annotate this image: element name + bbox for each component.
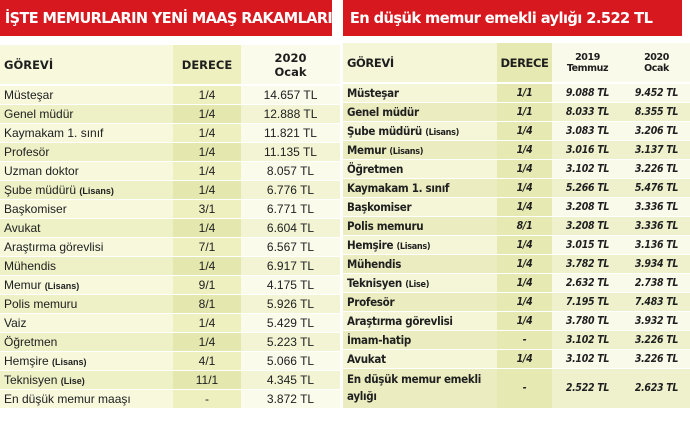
table-row bbox=[343, 349, 690, 368]
salary-cell: 8.057 TL bbox=[241, 161, 340, 180]
pension-2019-cell: 3.102 TL bbox=[552, 349, 623, 368]
role-name: Genel müdür bbox=[4, 106, 74, 121]
pension-2020-cell: 7.483 TL bbox=[623, 292, 690, 311]
role-name: Öğretmen bbox=[347, 161, 404, 176]
rank-cell: 9/1 bbox=[173, 275, 241, 294]
rank-cell: 1/4 bbox=[173, 85, 241, 104]
rank-cell: 1/1 bbox=[497, 83, 552, 102]
rank-cell: 1/4 bbox=[173, 142, 241, 161]
table-row bbox=[343, 83, 690, 102]
education-note: (Lise) bbox=[405, 279, 430, 290]
role-name: Mühendis bbox=[4, 258, 57, 273]
table-row bbox=[0, 351, 340, 370]
pension-table bbox=[343, 43, 690, 409]
pension-2019-cell: 3.782 TL bbox=[552, 254, 623, 273]
role-cell bbox=[343, 197, 497, 216]
role-cell bbox=[0, 237, 173, 256]
rank-cell: - bbox=[497, 368, 552, 408]
role-cell bbox=[0, 351, 173, 370]
pension-2020-cell: 2.623 TL bbox=[623, 368, 690, 408]
role-name: Araştırma görevlisi bbox=[4, 239, 104, 254]
table-row bbox=[0, 104, 340, 123]
role-name: Avukat bbox=[347, 351, 386, 366]
education-note: (Lisans) bbox=[389, 146, 424, 157]
rank-cell: 1/4 bbox=[497, 254, 552, 273]
table-row bbox=[343, 216, 690, 235]
pension-2019-cell: 5.266 TL bbox=[552, 178, 623, 197]
rank-cell: 1/4 bbox=[173, 256, 241, 275]
role-cell bbox=[343, 178, 497, 197]
pension-2019-cell: 3.780 TL bbox=[552, 311, 623, 330]
rank-cell: 7/1 bbox=[173, 237, 241, 256]
role-cell bbox=[0, 123, 173, 142]
pension-2020-cell: 3.206 TL bbox=[623, 121, 690, 140]
role-name: Teknisyen bbox=[4, 372, 58, 387]
role-name: Profesör bbox=[347, 294, 395, 309]
pension-2020-cell: 9.452 TL bbox=[623, 83, 690, 102]
table-row bbox=[0, 294, 340, 313]
salary-cell: 4.345 TL bbox=[241, 370, 340, 389]
role-cell bbox=[0, 218, 173, 237]
education-note: (Lisans) bbox=[44, 280, 80, 291]
role-cell bbox=[343, 330, 497, 349]
salary-cell: 6.771 TL bbox=[241, 199, 340, 218]
table-row bbox=[0, 256, 340, 275]
role-cell bbox=[343, 216, 497, 235]
role-name: Teknisyen bbox=[347, 275, 402, 290]
role-cell bbox=[343, 349, 497, 368]
rank-cell: 8/1 bbox=[497, 216, 552, 235]
role-cell bbox=[343, 368, 497, 408]
table-row bbox=[343, 102, 690, 121]
role-cell bbox=[0, 389, 173, 408]
pension-2019-cell: 8.033 TL bbox=[552, 102, 623, 121]
salary-cell: 5.066 TL bbox=[241, 351, 340, 370]
rank-cell: 1/4 bbox=[497, 121, 552, 140]
salary-cell: 5.429 TL bbox=[241, 313, 340, 332]
pension-2019-cell: 2.522 TL bbox=[552, 368, 623, 408]
header-rank: DERECE bbox=[173, 45, 241, 85]
pension-2019-cell: 9.088 TL bbox=[552, 83, 623, 102]
rank-cell: 1/4 bbox=[497, 311, 552, 330]
rank-cell: 11/1 bbox=[173, 370, 241, 389]
role-cell bbox=[0, 294, 173, 313]
table-row bbox=[343, 311, 690, 330]
role-cell bbox=[343, 83, 497, 102]
role-name: İmam-hatip bbox=[347, 332, 411, 347]
role-cell bbox=[0, 161, 173, 180]
rank-cell: 1/1 bbox=[497, 102, 552, 121]
header-role: GÖREVİ bbox=[343, 43, 497, 83]
role-cell bbox=[343, 311, 497, 330]
role-cell bbox=[343, 235, 497, 254]
table-row bbox=[343, 235, 690, 254]
role-name: En düşük memur emekli aylığı bbox=[347, 372, 481, 403]
table-row bbox=[0, 161, 340, 180]
role-cell bbox=[0, 104, 173, 123]
role-cell bbox=[0, 275, 173, 294]
role-name: Avukat bbox=[4, 220, 41, 235]
role-name: Vaiz bbox=[4, 315, 27, 330]
salary-cell: 14.657 TL bbox=[241, 85, 340, 104]
role-name: Uzman doktor bbox=[4, 163, 79, 178]
salary-table-panel bbox=[0, 0, 340, 444]
role-cell bbox=[0, 256, 173, 275]
table-row bbox=[343, 197, 690, 216]
role-name: Hemşire bbox=[4, 353, 49, 368]
salary-cell: 5.223 TL bbox=[241, 332, 340, 351]
role-cell bbox=[343, 254, 497, 273]
role-cell bbox=[0, 332, 173, 351]
pension-2020-cell: 8.355 TL bbox=[623, 102, 690, 121]
header-month: Ocak bbox=[274, 64, 307, 79]
rank-cell: 4/1 bbox=[173, 351, 241, 370]
table-row bbox=[0, 218, 340, 237]
role-cell bbox=[343, 292, 497, 311]
table-row bbox=[0, 85, 340, 104]
role-cell bbox=[0, 85, 173, 104]
education-note: (Lise) bbox=[60, 375, 85, 386]
table-row bbox=[0, 180, 340, 199]
pension-2020-cell: 2.738 TL bbox=[623, 273, 690, 292]
header-period bbox=[241, 45, 340, 85]
role-cell bbox=[343, 121, 497, 140]
table-row bbox=[0, 313, 340, 332]
salary-cell: 4.175 TL bbox=[241, 275, 340, 294]
table-row bbox=[0, 275, 340, 294]
rank-cell: 1/4 bbox=[497, 273, 552, 292]
header-2020 bbox=[623, 43, 690, 83]
salary-table bbox=[0, 45, 340, 409]
salary-table-header bbox=[0, 45, 340, 85]
rank-cell: - bbox=[497, 330, 552, 349]
rank-cell: 1/4 bbox=[497, 349, 552, 368]
table-row bbox=[0, 237, 340, 256]
pension-table-title: En düşük memur emekli aylığı 2.522 TL bbox=[343, 0, 682, 36]
rank-cell: 1/4 bbox=[497, 178, 552, 197]
pension-2019-cell: 2.632 TL bbox=[552, 273, 623, 292]
role-name: Kaymakam 1. sınıf bbox=[4, 125, 104, 140]
pension-2020-cell: 5.476 TL bbox=[623, 178, 690, 197]
rank-cell: 1/4 bbox=[173, 218, 241, 237]
table-row bbox=[0, 123, 340, 142]
education-note: (Lisans) bbox=[396, 241, 431, 252]
pension-table-panel bbox=[343, 0, 690, 444]
role-name: Polis memuru bbox=[4, 296, 78, 311]
table-row bbox=[343, 273, 690, 292]
rank-cell: 1/4 bbox=[173, 161, 241, 180]
role-name: Öğretmen bbox=[4, 334, 58, 349]
salary-cell: 12.888 TL bbox=[241, 104, 340, 123]
role-name: Araştırma görevlisi bbox=[347, 313, 453, 328]
table-row bbox=[343, 368, 690, 408]
role-cell bbox=[343, 140, 497, 159]
rank-cell: 3/1 bbox=[173, 199, 241, 218]
rank-cell: - bbox=[173, 389, 241, 408]
header-2019-year: 2019 bbox=[575, 51, 600, 63]
table-row bbox=[0, 389, 340, 408]
pension-2020-cell: 3.136 TL bbox=[623, 235, 690, 254]
table-row bbox=[0, 142, 340, 161]
pension-2019-cell: 3.015 TL bbox=[552, 235, 623, 254]
rank-cell: 8/1 bbox=[173, 294, 241, 313]
header-2020-year: 2020 bbox=[644, 51, 669, 63]
education-note: (Lisans) bbox=[79, 185, 114, 196]
role-cell bbox=[343, 273, 497, 292]
pension-2019-cell: 3.208 TL bbox=[552, 216, 623, 235]
role-cell bbox=[343, 102, 497, 121]
table-row bbox=[343, 292, 690, 311]
header-2020-month: Ocak bbox=[644, 62, 669, 74]
pension-2019-cell: 3.083 TL bbox=[552, 121, 623, 140]
role-name: Başkomiser bbox=[347, 199, 412, 214]
role-name: Şube müdürü bbox=[4, 182, 77, 197]
role-name: Memur bbox=[347, 142, 387, 157]
role-name: Kaymakam 1. sınıf bbox=[347, 180, 450, 195]
pension-2019-cell: 3.016 TL bbox=[552, 140, 623, 159]
salary-cell: 6.567 TL bbox=[241, 237, 340, 256]
role-cell bbox=[343, 159, 497, 178]
pension-2020-cell: 3.226 TL bbox=[623, 330, 690, 349]
rank-cell: 1/4 bbox=[173, 104, 241, 123]
role-name: Hemşire bbox=[347, 237, 394, 252]
role-cell bbox=[0, 199, 173, 218]
salary-cell: 6.776 TL bbox=[241, 180, 340, 199]
table-row bbox=[0, 199, 340, 218]
pension-2020-cell: 3.934 TL bbox=[623, 254, 690, 273]
header-role: GÖREVİ bbox=[0, 45, 173, 85]
rank-cell: 1/4 bbox=[173, 123, 241, 142]
salary-cell: 11.821 TL bbox=[241, 123, 340, 142]
role-name: Müsteşar bbox=[4, 87, 54, 102]
pension-2019-cell: 3.102 TL bbox=[552, 330, 623, 349]
table-row bbox=[0, 370, 340, 389]
role-cell bbox=[0, 180, 173, 199]
table-row bbox=[343, 254, 690, 273]
header-2019 bbox=[552, 43, 623, 83]
pension-2019-cell: 3.208 TL bbox=[552, 197, 623, 216]
salary-cell: 6.917 TL bbox=[241, 256, 340, 275]
table-row bbox=[343, 330, 690, 349]
role-name: En düşük memur maaşı bbox=[4, 391, 131, 406]
rank-cell: 1/4 bbox=[173, 313, 241, 332]
table-row bbox=[343, 140, 690, 159]
salary-cell: 3.872 TL bbox=[241, 389, 340, 408]
salary-table-title: İŞTE MEMURLARIN YENİ MAAŞ RAKAMLARI bbox=[0, 0, 332, 36]
salary-cell: 11.135 TL bbox=[241, 142, 340, 161]
pension-2019-cell: 3.102 TL bbox=[552, 159, 623, 178]
rank-cell: 1/4 bbox=[497, 197, 552, 216]
role-name: Müsteşar bbox=[347, 85, 399, 100]
role-cell bbox=[0, 142, 173, 161]
pension-2020-cell: 3.226 TL bbox=[623, 349, 690, 368]
pension-2020-cell: 3.226 TL bbox=[623, 159, 690, 178]
rank-cell: 1/4 bbox=[497, 159, 552, 178]
pension-2020-cell: 3.137 TL bbox=[623, 140, 690, 159]
header-rank: DERECE bbox=[497, 43, 552, 83]
table-row bbox=[0, 332, 340, 351]
pension-2020-cell: 3.336 TL bbox=[623, 197, 690, 216]
salary-cell: 6.604 TL bbox=[241, 218, 340, 237]
table-row bbox=[343, 178, 690, 197]
pension-2020-cell: 3.336 TL bbox=[623, 216, 690, 235]
role-name: Memur bbox=[4, 277, 42, 292]
pension-table-header bbox=[343, 43, 690, 83]
role-name: Polis memuru bbox=[347, 218, 424, 233]
salary-cell: 5.926 TL bbox=[241, 294, 340, 313]
rank-cell: 1/4 bbox=[497, 292, 552, 311]
role-name: Genel müdür bbox=[347, 104, 419, 119]
pension-2020-cell: 3.932 TL bbox=[623, 311, 690, 330]
role-cell bbox=[0, 370, 173, 389]
education-note: (Lisans) bbox=[52, 356, 87, 367]
role-name: Profesör bbox=[4, 144, 50, 159]
table-row bbox=[343, 121, 690, 140]
role-name: Başkomiser bbox=[4, 201, 67, 216]
pension-2019-cell: 7.195 TL bbox=[552, 292, 623, 311]
role-cell bbox=[0, 313, 173, 332]
rank-cell: 1/4 bbox=[497, 235, 552, 254]
table-row bbox=[343, 159, 690, 178]
rank-cell: 1/4 bbox=[497, 140, 552, 159]
rank-cell: 1/4 bbox=[173, 332, 241, 351]
role-name: Mühendis bbox=[347, 256, 402, 271]
rank-cell: 1/4 bbox=[173, 180, 241, 199]
header-year: 2020 bbox=[274, 50, 307, 65]
education-note: (Lisans) bbox=[425, 127, 460, 138]
header-2019-month: Temmuz bbox=[566, 62, 609, 74]
role-name: Şube müdürü bbox=[347, 123, 422, 138]
